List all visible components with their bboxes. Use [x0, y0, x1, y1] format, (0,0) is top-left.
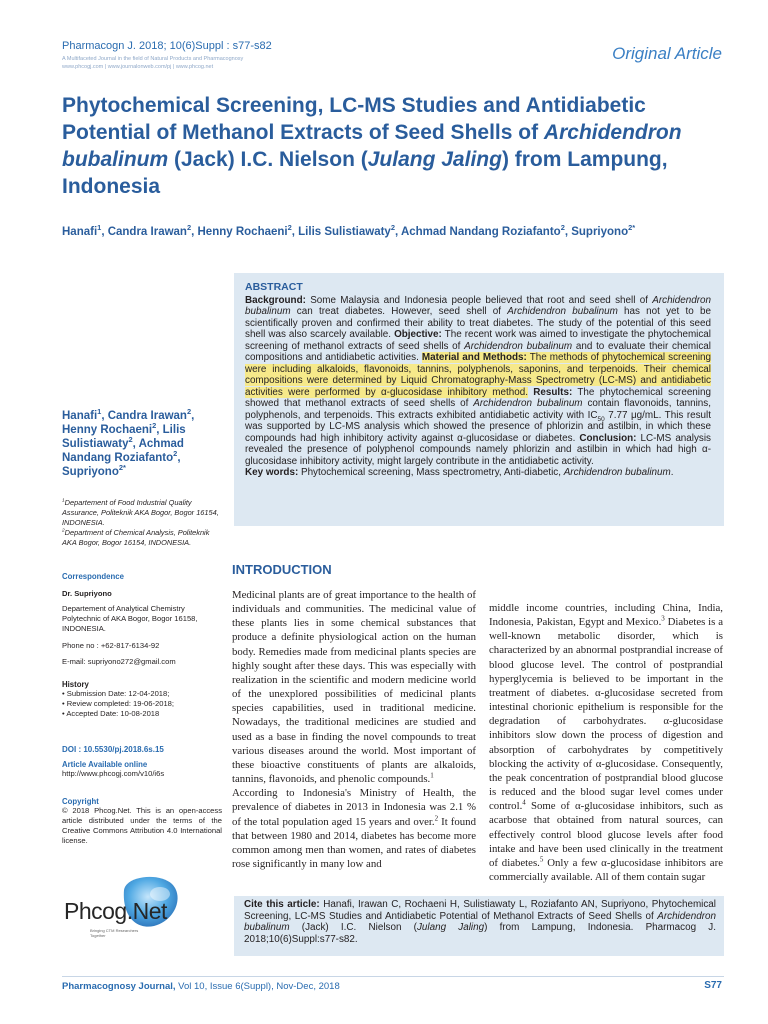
author: Henny Rochaeni	[197, 226, 288, 238]
cite-label: Cite this article:	[244, 899, 320, 910]
sidebar-authors	[62, 409, 222, 479]
author-affil: 2	[128, 435, 133, 445]
citation-ref: 2	[434, 813, 439, 822]
author-affil: 2*	[118, 463, 126, 473]
body-text: middle income countries, including China, India, Indonesia, Pakistan, Egypt and Mexico.	[489, 602, 723, 629]
author-affil: 2*	[628, 223, 636, 233]
cite-text: ) from Lampung, Indonesia. Pharmacog J. 2018;10(6)Suppl:s77-s82.	[244, 922, 716, 945]
species-name: Archidendron bubalinum	[563, 467, 671, 478]
background-label: Background:	[245, 294, 306, 306]
author: Hanafi	[62, 226, 98, 238]
history-heading: History	[62, 680, 89, 689]
body-text: Some of α-glucosidase inhibitors, such as acarbose that obtained from natural sources, can effectively control blood glucose levels after food intake and have been used clinically in the treatment of diabetes.	[489, 800, 723, 869]
author: , Supriyono	[62, 452, 181, 478]
species-name: Archidendron bubalinum	[473, 398, 583, 409]
corr-phone: Phone no : +62-817-6134-92	[62, 641, 160, 650]
affil-text: Departement of Food Industrial Quality Assurance, Politeknik AKA Bogor, Bogor 16154, INDONESIA.	[62, 498, 219, 527]
history-text: Accepted Date: 10-08-2018	[66, 709, 160, 718]
footer-journal: Pharmacognosy Journal,	[62, 981, 176, 992]
author: Achmad Nandang Roziafanto	[400, 226, 561, 238]
affil-number: 2	[62, 528, 65, 534]
abstract-text: LC-MS analysis revealed the presence of polyphenol compounds namely phlorizin and astilbin in which had high α-glucosidase inhibitory activity, might largely contribute in the antidiabetic activity.	[245, 432, 711, 467]
abstract-text: The phytochemical screening showed that methanol extracts of seed shells of	[245, 386, 711, 409]
author: Candra Irawan	[107, 226, 187, 238]
conclusion-label: Conclusion:	[579, 432, 637, 444]
title-common-name: Julang Jaling	[367, 148, 502, 171]
doi-value[interactable]: 10.5530/pj.2018.6s.15	[83, 745, 164, 754]
author-list: Hanafi$^1$, Candra Irawan$^2$, Henny Rochaeni$^2$, Lilis Sulistiawaty$^2$, Achmad Nandang Roziafanto$^2$, Supriyono$^{2*}$	[62, 223, 636, 238]
history-item: • Review completed: 19-06-2018;	[62, 699, 174, 708]
abstract	[245, 282, 711, 479]
author: , Lilis Sulistiawaty	[62, 424, 186, 450]
author-affil: 2	[186, 223, 192, 233]
history-item: • Accepted Date: 10-08-2018	[62, 709, 160, 718]
cite-text: (Jack) I.C. Nielson (	[289, 922, 417, 934]
footer	[62, 981, 340, 992]
abstract-text: The recent work was aimed to investigate the phytochemical screening of methanol extracts of seed shells of	[245, 329, 711, 352]
history-text: Submission Date: 12-04-2018;	[66, 689, 170, 698]
author: Supriyono	[571, 226, 629, 238]
correspondence-section	[62, 572, 222, 667]
title-species: Archidendron bubalinum	[62, 121, 682, 171]
affiliations	[62, 498, 222, 548]
author-affil: 1	[97, 407, 102, 417]
author-affil: 1	[97, 223, 102, 233]
species-name: Archidendron bubalinum	[244, 910, 716, 934]
keywords-text: Phytochemical screening, Mass spectrometry, Anti-diabetic,	[298, 467, 564, 478]
page-number: S77	[704, 980, 722, 991]
author-affil: 2	[173, 449, 178, 459]
tagline-text: A Multifaceted Journal in the field of Natural Products and Pharmacognosy	[62, 56, 244, 62]
journal-tagline	[62, 55, 243, 71]
cite-text: Hanafi, Irawan C, Rochaeni H, Sulistiawaty L, Roziafanto AN, Supriyono, Phytochemical Screening, LC-MS Studies and Antidiabetic Potential of Methanol Extracts of Seed Shells of	[244, 899, 716, 922]
title-part: (Jack) I.C. Nielson (	[168, 148, 368, 171]
species-name: Archidendron bubalinum	[464, 340, 573, 352]
doi-label: DOI :	[62, 745, 84, 754]
copyright-heading: Copyright	[62, 797, 99, 806]
citation-ref: 3	[661, 614, 665, 623]
logo-tagline: Bringing CTM Researchers Together	[90, 928, 139, 938]
history-text: Review completed: 19-06-2018;	[66, 699, 174, 708]
abstract-text: has not yet to be scientifically proven and confirmed their ability to treat diabetes. The study of the potential of this seed shell was also scarcely available.	[245, 306, 711, 340]
abstract-heading: ABSTRACT	[245, 281, 303, 293]
abstract-text: and to evaluate their chemical compositions and antidiabetic activities.	[245, 340, 711, 363]
corr-address: Departement of Analytical Chemistry Polytechnic of AKA Bogor, Bogor 16158, INDONESIA.	[62, 604, 198, 633]
body-text: Medicinal plants are of great importance to the health of individuals and communities. The medicinal value of these plants lies in some chemical substances that produce a definite physiological action on the human body. Remedies made from medicinal plants species are highly sought after these days. This was especially with realization in the scientific and modern medicine world of the unexplored possibilities of medicinal plants species capabilities, used in traditional medicine. Nowadays, the traditional medicines are studied and used as a base in finding the novel compounds to treat various diseases around the world. Most important of these bioactive constituents of plants are alkaloids, tannins, flavonoids, and phenolic compounds.	[232, 589, 476, 786]
article-title	[62, 92, 722, 200]
affil-text: Department of Chemical Analysis, Politeknik AKA Bogor, Bogor 16154, INDONESIA.	[62, 528, 210, 547]
abstract-text: The methods of phytochemical screening were including alkaloids, flavonoids, tannins, polyphenols, saponins, and terpenoids. Their chemical compositions were determined by Liquid Chromatography-Mass Spectrometry (LC-MS) and antidiabetic activities were performed by α-glucosidase inhibitory method.	[245, 352, 712, 398]
article-type: Original Article	[612, 44, 722, 63]
title-part: ) from Lampung, Indonesia	[62, 148, 668, 198]
ic50-subscript: 50	[597, 415, 605, 423]
corr-name: Dr. Supriyono	[62, 589, 112, 598]
affiliation	[62, 498, 222, 528]
abstract-text: contain flavonoids, tannins, polyphenols, and terpenoids. This extracts exhibited antidiabetic activity with IC	[245, 398, 711, 421]
section-heading-introduction: INTRODUCTION	[232, 562, 332, 577]
body-column-2	[489, 601, 723, 884]
species-name: Archidendron bubalinum	[507, 306, 618, 317]
common-name: Julang Jaling	[416, 922, 485, 934]
history-item: • Submission Date: 12-04-2018;	[62, 689, 170, 698]
correspondence-heading: Correspondence	[62, 572, 124, 581]
online-heading: Article Available online	[62, 760, 148, 769]
author: Lilis Sulistiawaty	[298, 226, 391, 238]
author: Hanafi	[62, 410, 98, 422]
title-part: Phytochemical Screening, LC-MS Studies and Antidiabetic Potential of Methanol Extracts of Seed Shells of	[62, 94, 646, 144]
doi-line	[62, 739, 222, 757]
copyright-section	[62, 797, 222, 846]
online-section	[62, 760, 222, 779]
copyright-text: © 2018 Phcog.Net. This is an open-access article distributed under the terms of the Creative Commons Attribution 4.0 International license.	[62, 806, 222, 845]
keywords-label: Key words:	[245, 467, 299, 478]
journal-urls[interactable]: www.phcogj.com | www.journalonweb.com/pj | www.phcog.net	[62, 64, 214, 70]
abstract-text: 7.77 μg/mL. This result was supported by LC-MS analysis which showed the presence of phlorizin and astilbin, in which these compounds had high inhibitory activity against α-glucosidase or diabetes.	[245, 409, 711, 444]
abstract-text: can treat diabetes. However, seed shell of	[290, 306, 508, 317]
body-text: It found that between 1980 and 2014, diabetes has become more common among men than women, and rates of diabetes rose significantly in many low and	[232, 815, 476, 870]
logo-text: Phcog.Net	[64, 898, 167, 924]
abstract-text: Some Malaysia and Indonesia people believed that root and seed shell of	[305, 294, 653, 306]
history-section	[62, 680, 222, 719]
corr-email[interactable]: E-mail: supriyono272@gmail.com	[62, 657, 176, 666]
species-name: Archidendron bubalinum	[245, 294, 711, 317]
author: , Achmad Nandang Roziafanto	[62, 438, 184, 464]
footer-divider	[62, 976, 724, 977]
cite-this-article	[244, 899, 716, 945]
keywords-text: .	[670, 467, 674, 478]
body-text: Diabetes is a well-known metabolic disorder, which is characterized by an abnormal postprandial increase of blood glucose level. The control of postprandial hyperglycemia is believed to be important in the treatment of diabetes. α-glucosidase secreted from intestinal chorionic epithelium is responsible for the degradation of carbohydrates. α-glucosidase inhibitors slow down the process of digestion and absorption of carbohydrates by competitively blocking the activity of α-glucosidase. Consequently, the peak concentration of postprandial blood glucose is reduced and the blood sugar level comes under control.	[489, 616, 723, 813]
citation-ref: 5	[539, 855, 544, 864]
author: , Candra Irawan	[101, 410, 187, 422]
phcog-logo	[64, 872, 210, 944]
body-column-1	[232, 588, 476, 871]
author-affil: 2	[186, 407, 192, 417]
affiliation	[62, 528, 222, 548]
citation-ref: 4	[522, 798, 526, 807]
affil-number: 1	[62, 498, 65, 504]
journal-reference: Pharmacogn J. 2018; 10(6)Suppl : s77-s82	[62, 40, 272, 52]
methods-label: Material and Methods:	[421, 352, 527, 363]
author-affil: 2	[390, 223, 395, 233]
body-text: Only a few α-glucosidase inhibitors are commercially available. All of them contain sugar	[489, 856, 723, 883]
body-text: According to Indonesia's Ministry of Health, the prevalence of diabetes in 2013 in Indonesia was 2.1 % of the total population aged 15 years and over.	[232, 787, 476, 828]
author-affil: 2	[560, 223, 565, 233]
online-url[interactable]: http://www.phcogj.com/v10/i6s	[62, 769, 165, 778]
results-label: Results:	[527, 386, 573, 398]
author: , Henny Rochaeni	[62, 410, 195, 436]
citation-ref: 1	[430, 771, 434, 780]
footer-details: Vol 10, Issue 6(Suppl), Nov-Dec, 2018	[175, 981, 340, 992]
author-affil: 2	[287, 223, 292, 233]
author-affil: 2	[152, 421, 157, 431]
objective-label: Objective:	[394, 329, 442, 340]
